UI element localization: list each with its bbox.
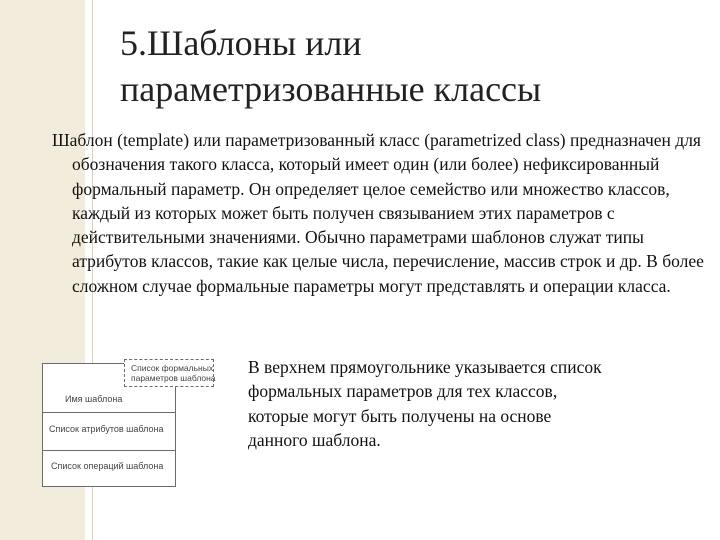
class-box-divider [43, 412, 175, 413]
parameters-label-line-2: параметров шаблона [131, 373, 216, 383]
parameters-label-line-1: Список формальных [131, 363, 214, 373]
title-line-1: 5.Шаблоны или [120, 23, 362, 63]
class-box-divider [43, 450, 175, 451]
template-name-label: Имя шаблона [65, 394, 123, 404]
parameters-box [124, 359, 214, 387]
attributes-label: Список атрибутов шаблона [49, 424, 164, 434]
title-line-2: параметризованные классы [120, 69, 542, 109]
diagram-caption: В верхнем прямоугольнике указывается список формальных параметров для тех классов, которые могут быть получены на основе данного шаблона. [248, 357, 602, 450]
body-paragraph: Шаблон (template) или параметризованный класс (parametrized class) предназначен для обозначения такого класса, который имеет один (или более) нефиксированный формальный параметр. Он определяет целое семейство или множество классов, каждый из которых может быть получен связыванием этих параметров с действительными значениями. Обычно параметрами шаблонов служат типы атрибутов классов, такие как целые числа, перечисление, массив строк и др. В более сложном случае формальные параметры могут представлять и операции класса. [52, 130, 704, 296]
template-class-diagram [42, 359, 217, 487]
slide-title [120, 20, 700, 112]
operations-label: Список операций шаблона [51, 461, 164, 471]
